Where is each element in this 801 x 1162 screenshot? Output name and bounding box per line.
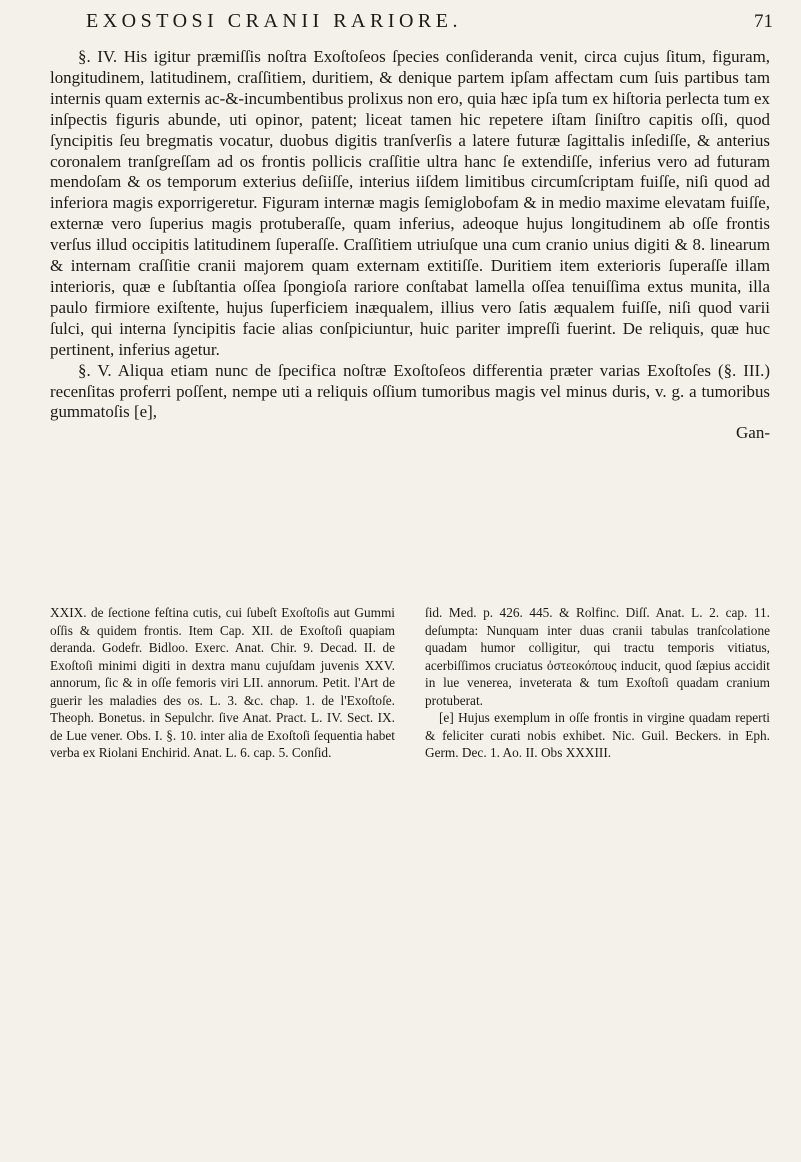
footnote-continuation: XXIX. de ſectione feſtina cutis, cui ſubeſt Exoſtoſis aut Gummi oſſis & quidem frontis. Item Cap. XII. de Exoſtoſi quapiam deranda. Godefr. Bidloo. Exerc. Anat. Chir. 9. Decad. II. de Exoſtoſi minimi digiti in dextra manu cujuſdam juvenis XXV. annorum, ſic & in oſſe femoris viri LII. annorum. Petit. l'Art de guerir les maladies des os. L. 3. &c. chap. 1. de l'Exoſtoſe. Theoph. Bonetus. in Sepulchr. ſive Anat. Pract. L. IV. Sect. IX. de Lue vener. Obs. I. §. 10. inter alia de Exoſtoſi ſequentia habet verba ex Riolani Enchirid. Anat. L. 6. cap. 5. Conſid. <box>50 605 395 760</box>
paragraph-section-iv: §. IV. His igitur præmiſſis noſtra Exoſtoſeos ſpecies conſideranda venit, circa cujus ſitum, figuram, longitudinem, latitudinem, craſſitiem, duritiem, & denique partem ipſam affectam cum ſuis partibus tam internis quam externis ac-&-incumbentibus prolixus non ero, quia hæc ipſa tum ex hiſtoria perlecta tum ex inſpectis figuris abunde, uti opinor, patent; liceat tamen hic repetere iſtam ſiniſtro capitis oſſi, quod ſyncipitis ſeu bregmatis vocatur, duobus digitis tranſverſis a latere futuræ ſagittalis inſediſſe, & anterius coronalem tranſgreſſam ad os frontis pollicis craſſitie ultra hanc ſe extendiſſe, inferius vero ad futuram mendoſam & os temporum exterius deſiiſſe, interius iiſdem limitibus circumſcriptam fuiſſe, niſi quod ad inferiora magis exporrigeretur. Figuram internæ magis ſemiglobofam & in medio maxime elevatam fuiſſe, externæ vero ſuperius magis protuberaſſe, quam inferius, adeoque hujus longitudinem ab oſſe frontis verſus illud occipitis latitudinem ſuperaſſe. Craſſitiem utriuſque una cum cranio unius digiti & 8. linearum & internam craſſitie cranii majorem quam externam extitiſſe. Duritiem item exterioris ſuperaſſe illam interioris, quæ e ſubſtantia oſſea ſpongioſa rariore conſtabat lamella oſſea tenuiſſima extus munita, illa paulo firmiore exiſtente, hujus ſuperficiem inæqualem, illius vero ſatis æqualem fuiſſe, niſi quod varii ſulci, qui interna ſyncipitis facie alias conſpiciuntur, huic pariter impreſſi fuerint. De reliquis, quæ huc pertinent, inferius agetur. <box>50 47 770 359</box>
page-header <box>60 10 773 33</box>
main-text <box>50 47 770 444</box>
catchword: Gan- <box>736 423 770 443</box>
footnote-e: [e] Hujus exemplum in oſſe frontis in virgine quadam reperti & feliciter curati nobis exhibet. Nic. Guil. Beckers. in Eph. Germ. Dec. 1. Ao. II. Obs XXXIII. <box>425 710 770 760</box>
footnote-continuation-right: ſid. Med. p. 426. 445. & Rolfinc. Diſſ. Anat. L. 2. cap. 11. deſumpta: Nunquam inter duas cranii tabulas tranſcolatione quadam humor colligitur, qui tractu temporis vitiatus, acerbiſſimos cruciatus ὀστεοκόπους inducit, quod ſæpius accidit in lue venerea, inveterata & tum Exoſtoſi quadam cranium protuberat. <box>425 605 770 708</box>
footnote-column-right <box>425 604 770 762</box>
paragraph-section-v: §. V. Aliqua etiam nunc de ſpecifica noſtræ Exoſtoſeos differentia præter varias Exoſtoſes (§. III.) recenſitas proferri poſſent, nempe uti a reliquis oſſium tumoribus magis vel minus duris, v. g. a tumoribus gummatoſis [e], <box>50 360 770 422</box>
footnotes <box>50 604 770 762</box>
page-number: 71 <box>754 11 773 32</box>
running-head: EXOSTOSI CRANII RARIORE. <box>86 10 462 32</box>
footnote-column-left <box>50 604 395 762</box>
